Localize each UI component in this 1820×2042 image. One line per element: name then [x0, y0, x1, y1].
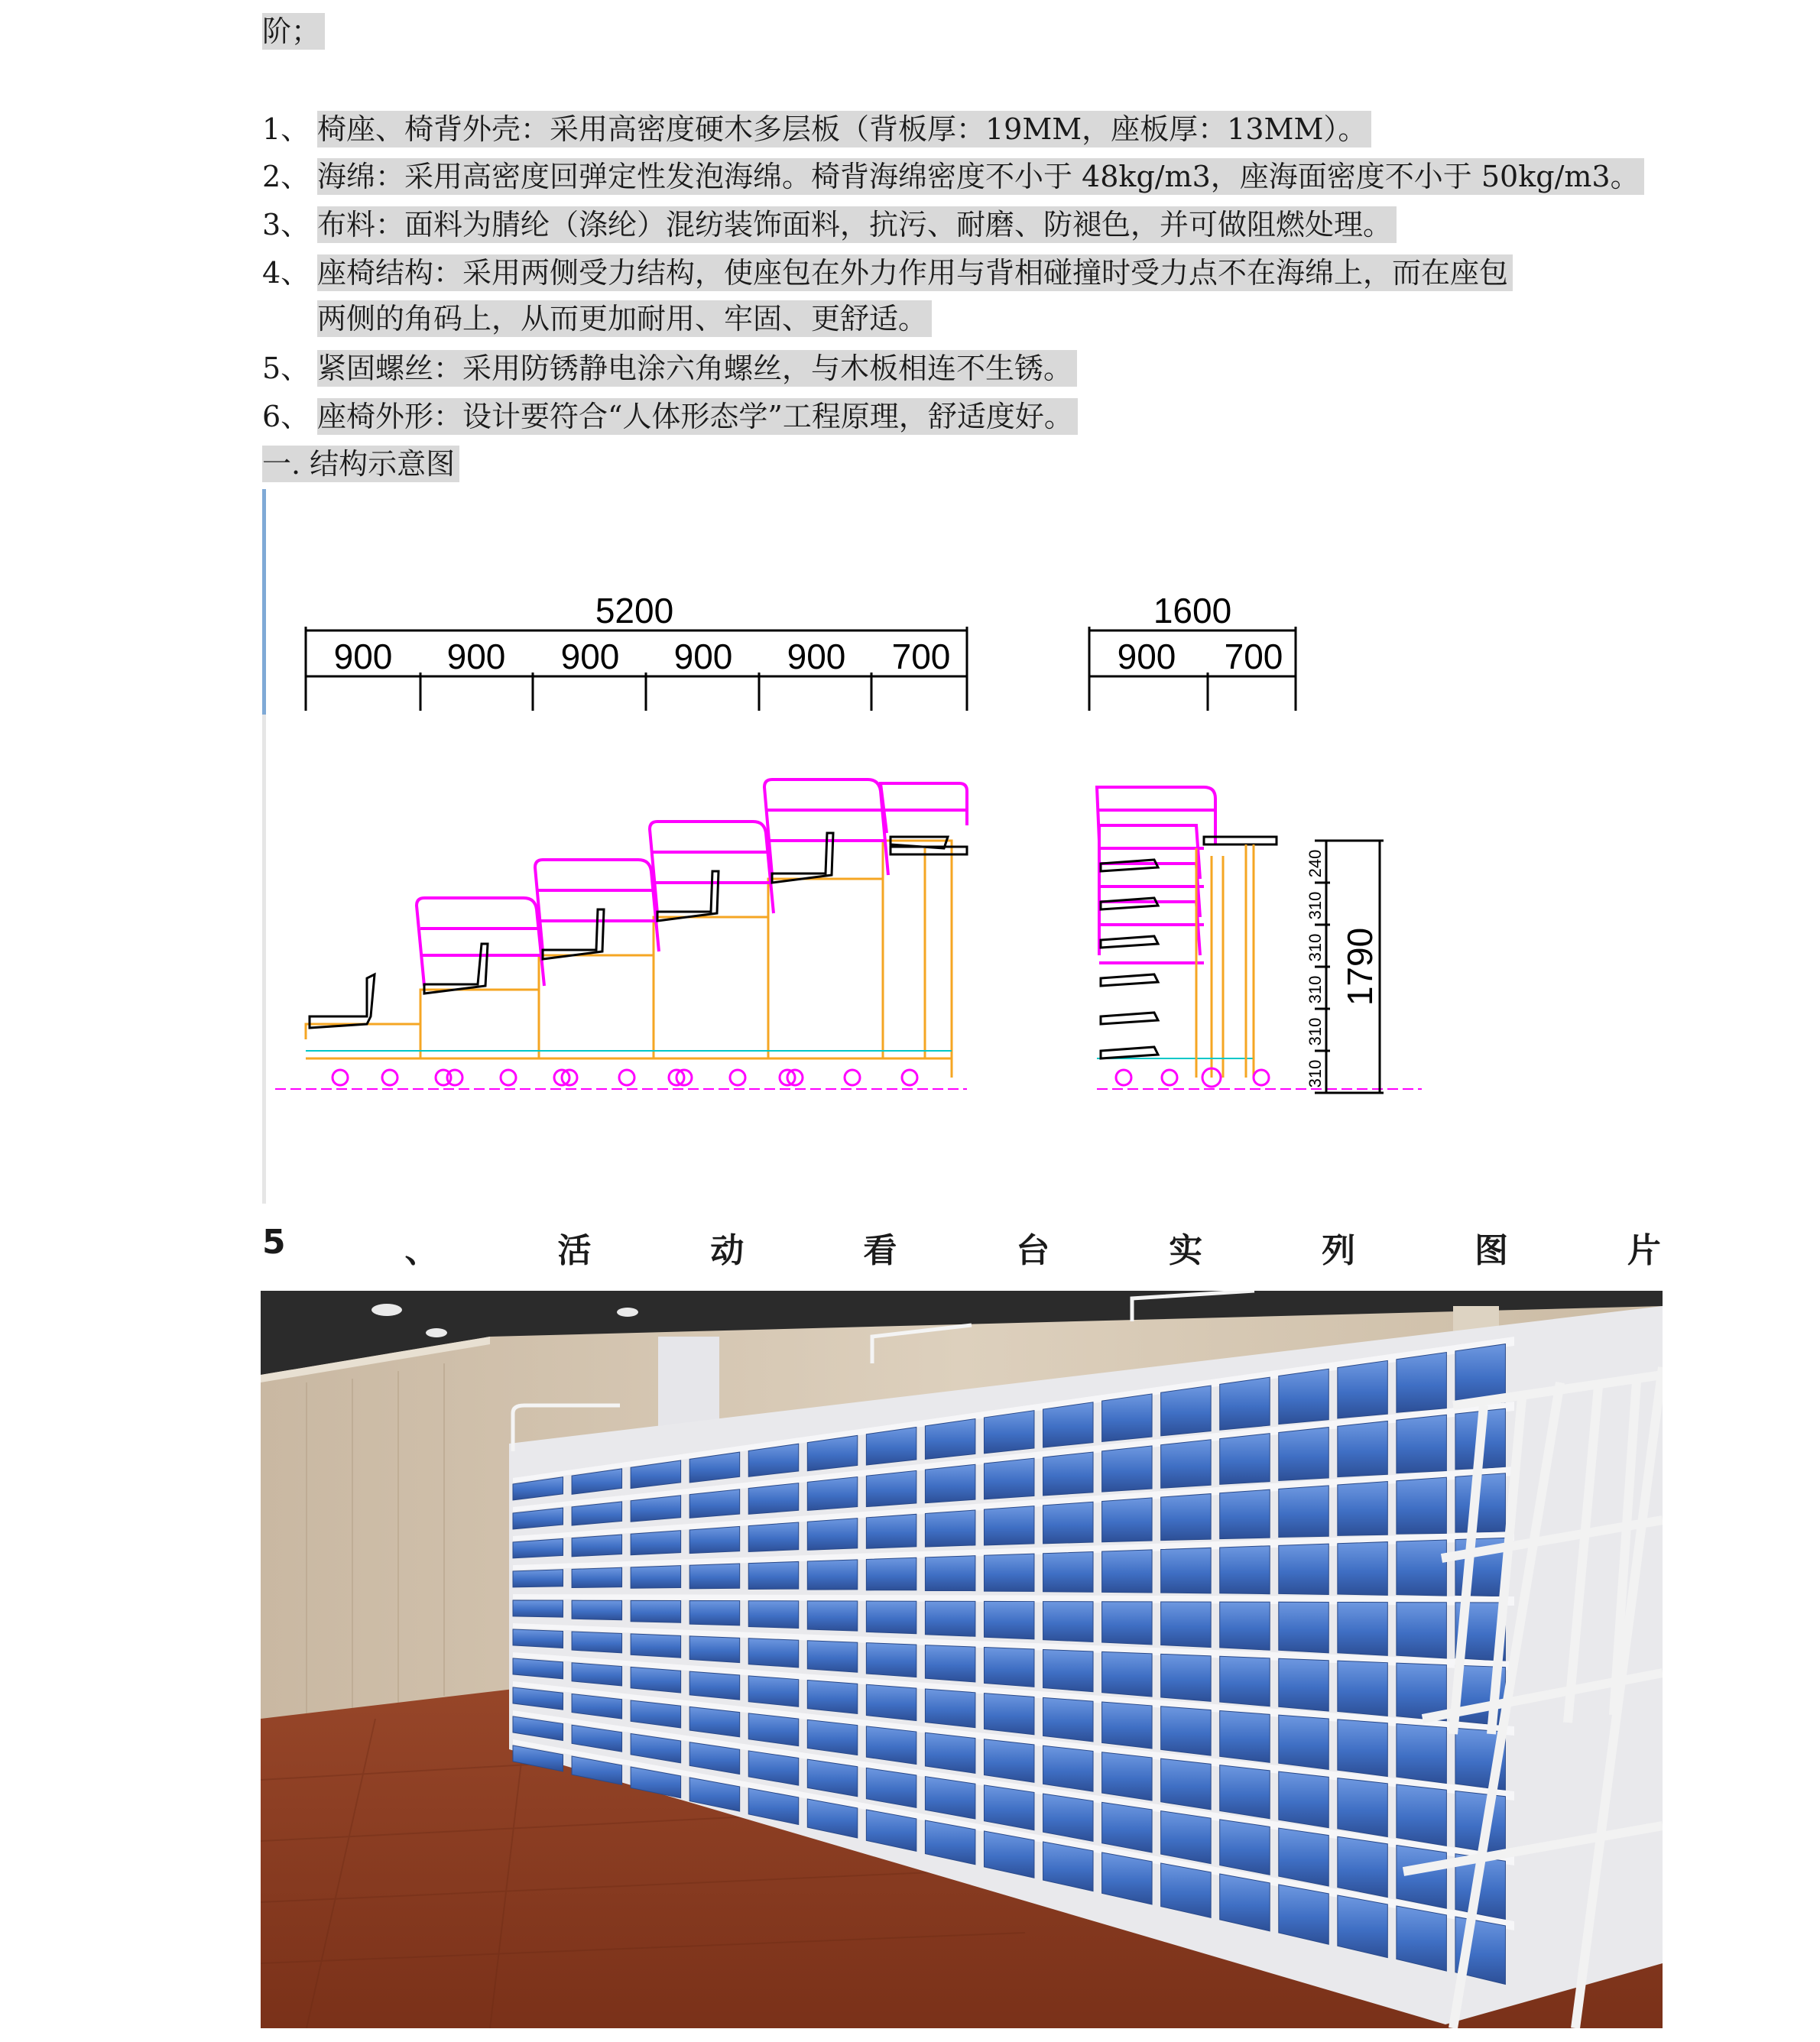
dim-right-seg: 900 [1117, 637, 1176, 676]
heading-char: 图 [1474, 1231, 1508, 1270]
list-item: 5、 紧固螺丝：采用防锈静电涂六角螺丝，与木板相连不生锈。 [262, 351, 1077, 386]
list-item: 4、 座椅结构：采用两侧受力结构，使座包在外力作用与背相碰撞时受力点不在海绵上，而在座包 [262, 255, 1513, 290]
list-item: 2、 海绵：采用高密度回弹定性发泡海绵。椅背海绵密度不小于 48kg/m3，座海面密度不小于 50kg/m3。 [262, 159, 1644, 194]
list-item: 1、 椅座、椅背外壳：采用高密度硬木多层板（背板厚：19MM，座板厚：13MM）。 [262, 112, 1371, 147]
dim-left-seg: 900 [333, 637, 393, 676]
dim-height-seg: 310 [1306, 891, 1325, 920]
dim-left-seg: 900 [673, 637, 733, 676]
photo-heading [262, 1223, 1661, 1272]
list-item: 6、 座椅外形：设计要符合“人体形态学”工程原理，舒适度好。 [262, 399, 1078, 434]
dim-right-total: 1600 [1153, 591, 1232, 630]
height-labels [1306, 850, 1325, 1088]
dim-height-total: 1790 [1340, 927, 1380, 1006]
heading-char: 列 [1322, 1231, 1356, 1270]
dim-left-total: 5200 [595, 591, 674, 630]
dim-height-seg: 240 [1306, 849, 1325, 878]
top-fragment: 阶； [262, 14, 325, 49]
heading-char: 5 [262, 1223, 286, 1262]
list-item-continuation: 两侧的角码上，从而更加耐用、牢固、更舒适。 [317, 301, 932, 336]
dim-right-seg: 700 [1224, 637, 1283, 676]
dim-left-seg: 900 [560, 637, 620, 676]
dim-left-seg: 900 [787, 637, 846, 676]
list-item: 3、 布料：面料为腈纶（涤纶）混纺装饰面料，抗污、耐磨、防褪色，并可做阻燃处理。 [262, 207, 1397, 242]
dim-height-seg: 310 [1306, 1017, 1325, 1046]
dim-height-seg: 310 [1306, 1059, 1325, 1088]
dim-left-seg: 900 [446, 637, 506, 676]
heading-char: 、 [404, 1231, 439, 1270]
heading-char: 片 [1627, 1231, 1661, 1270]
heading-char: 台 [1016, 1231, 1050, 1270]
heading-char: 活 [557, 1231, 592, 1270]
dim-height-seg: 310 [1306, 975, 1325, 1004]
heading-char: 动 [710, 1231, 745, 1270]
dim-height-seg: 310 [1306, 933, 1325, 962]
dim-left-seg: 700 [891, 637, 951, 676]
bleacher-photo [261, 1291, 1663, 2028]
section-title: 一. 结构示意图 [262, 446, 459, 481]
heading-char: 看 [863, 1231, 897, 1270]
heading-char: 实 [1169, 1231, 1203, 1270]
structure-diagram [260, 489, 1422, 1207]
